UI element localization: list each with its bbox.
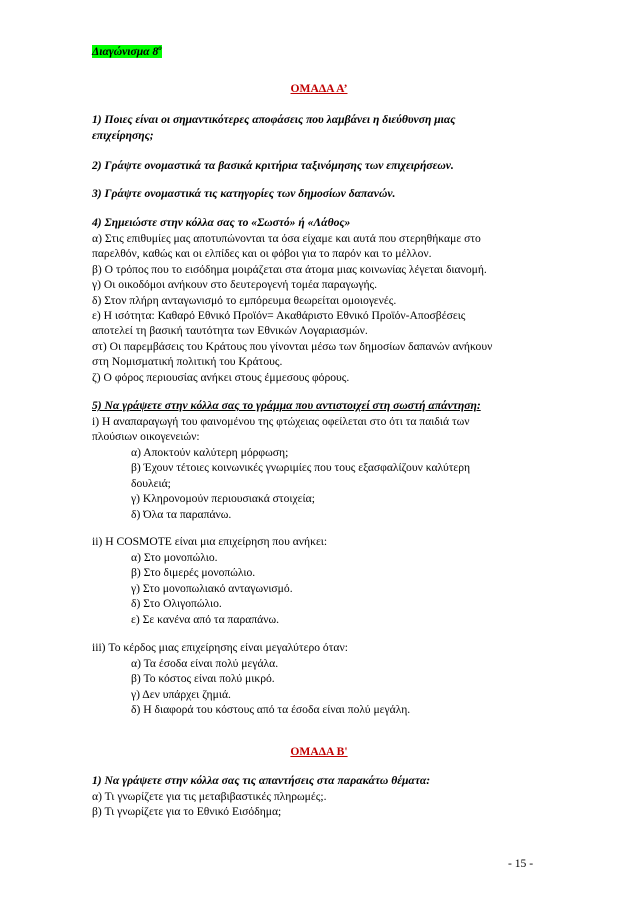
group-a-heading: ΟΜΑΔΑ Α’ — [290, 82, 348, 95]
question-2: 2) Γράψτε ονομαστικά τα βασικά κριτήρια ταξινόμησης των επιχειρήσεων. — [92, 159, 454, 172]
exam-title-superscript: ο — [158, 44, 162, 53]
question-5-ii-stem: ii) Η COSMOTE είναι μια επιχείρηση που ανήκει: — [92, 535, 328, 548]
group-b-question-1-title: 1) Να γράψετε στην κόλλα σας τις απαντήσεις στα παρακάτω θέματα: — [92, 774, 431, 787]
question-4-line: στη Νομισματική πολιτική του Κράτους. — [92, 355, 283, 368]
group-b-question-1-line: β) Τι γνωρίζετε για το Εθνικό Εισόδημα; — [92, 805, 282, 818]
question-5-iii-option: δ) Η διαφορά του κόστους από τα έσοδα είναι πολύ μεγάλη. — [131, 703, 411, 716]
question-5-iii-option: β) Το κόστος είναι πολύ μικρό. — [131, 672, 275, 685]
question-4-line: α) Στις επιθυμίες μας αποτυπώνονται τα όσα είχαμε και αυτά που στερηθήκαμε στο — [92, 232, 481, 245]
question-5-ii-option: γ) Στο μονοπωλιακό ανταγωνισμό. — [131, 582, 293, 595]
group-b-question-1-line: α) Τι γνωρίζετε για τις μεταβιβαστικές πληρωμές;. — [92, 790, 327, 803]
question-5-iii-option: α) Τα έσοδα είναι πολύ μεγάλα. — [131, 657, 279, 670]
question-4-line: δ) Στον πλήρη ανταγωνισμό το εμπόρευμα θεωρείται ομοιογενές. — [92, 294, 397, 307]
question-5-i-option: δ) Όλα τα παραπάνω. — [131, 508, 232, 521]
question-4-line: ε) Η ισότητα: Καθαρό Εθνικό Προϊόν= Ακαθάριστο Εθνικό Προϊόν-Αποσβέσεις — [92, 309, 466, 322]
question-5-i-option: γ) Κληρονομούν περιουσιακά στοιχεία; — [131, 492, 315, 505]
question-5-ii-option: β) Στο διμερές μονοπώλιο. — [131, 566, 256, 579]
question-3: 3) Γράψτε ονομαστικά τις κατηγορίες των δημοσίων δαπανών. — [92, 187, 396, 200]
question-5-i-option: α) Αποκτούν καλύτερη μόρφωση; — [131, 446, 289, 459]
question-5-i-option: δουλειά; — [131, 477, 171, 490]
group-b-heading: ΟΜΑΔΑ Β' — [290, 745, 348, 758]
question-5-ii-option: δ) Στο Ολιγοπώλιο. — [131, 597, 222, 610]
question-4-line: στ) Οι παρεμβάσεις του Κράτους που γίνονται μέσω των δημοσίων δαπανών ανήκουν — [92, 340, 493, 353]
question-4-line: παρελθόν, καθώς και οι ελπίδες και οι φόβοι για το παρόν και το μέλλον. — [92, 247, 432, 260]
question-5-ii-option: α) Στο μονοπώλιο. — [131, 551, 218, 564]
question-5-i-option: β) Έχουν τέτοιες κοινωνικές γνωριμίες που τους εξασφαλίζουν καλύτερη — [131, 461, 471, 474]
question-5-i-stem: πλούσιων οικογενειών: — [92, 430, 200, 443]
question-5-ii-option: ε) Σε κανένα από τα παραπάνω. — [131, 613, 280, 626]
page-number: - 15 - — [508, 857, 534, 870]
question-5-iii-option: γ) Δεν υπάρχει ζημιά. — [131, 688, 231, 701]
question-4-line: αποτελεί τη βασική ταυτότητα των Εθνικών Λογαριασμών. — [92, 324, 368, 337]
question-1-line-1: 1) Ποιες είναι οι σημαντικότερες αποφάσεις που λαμβάνει η διεύθυνση μιας — [92, 113, 456, 126]
question-4-line: γ) Οι οικοδόμοι ανήκουν στο δευτερογενή τομέα παραγωγής. — [92, 278, 378, 291]
exam-title-text: Διαγώνισμα 8 — [92, 45, 159, 58]
question-5-i-stem: i) Η αναπαραγωγή του φαινομένου της φτώχειας οφείλεται στο ότι τα παιδιά των — [92, 415, 470, 428]
question-5-title: 5) Να γράψετε στην κόλλα σας το γράμμα που αντιστοιχεί στη σωστή απάντηση: — [92, 399, 481, 412]
question-1-line-2: επιχείρησης; — [92, 129, 154, 142]
question-5-iii-stem: iii) Το κέρδος μιας επιχείρησης είναι μεγαλύτερο όταν: — [92, 641, 348, 654]
question-4-line: ζ) Ο φόρος περιουσίας ανήκει στους έμμεσους φόρους. — [92, 371, 350, 384]
question-4-line: β) Ο τρόπος που το εισόδημα μοιράζεται στα άτομα μιας κοινωνίας λέγεται διανομή. — [92, 263, 487, 276]
question-4-title: 4) Σημειώστε στην κόλλα σας το «Σωστό» ή «Λάθος» — [92, 216, 351, 229]
exam-title — [92, 44, 162, 59]
